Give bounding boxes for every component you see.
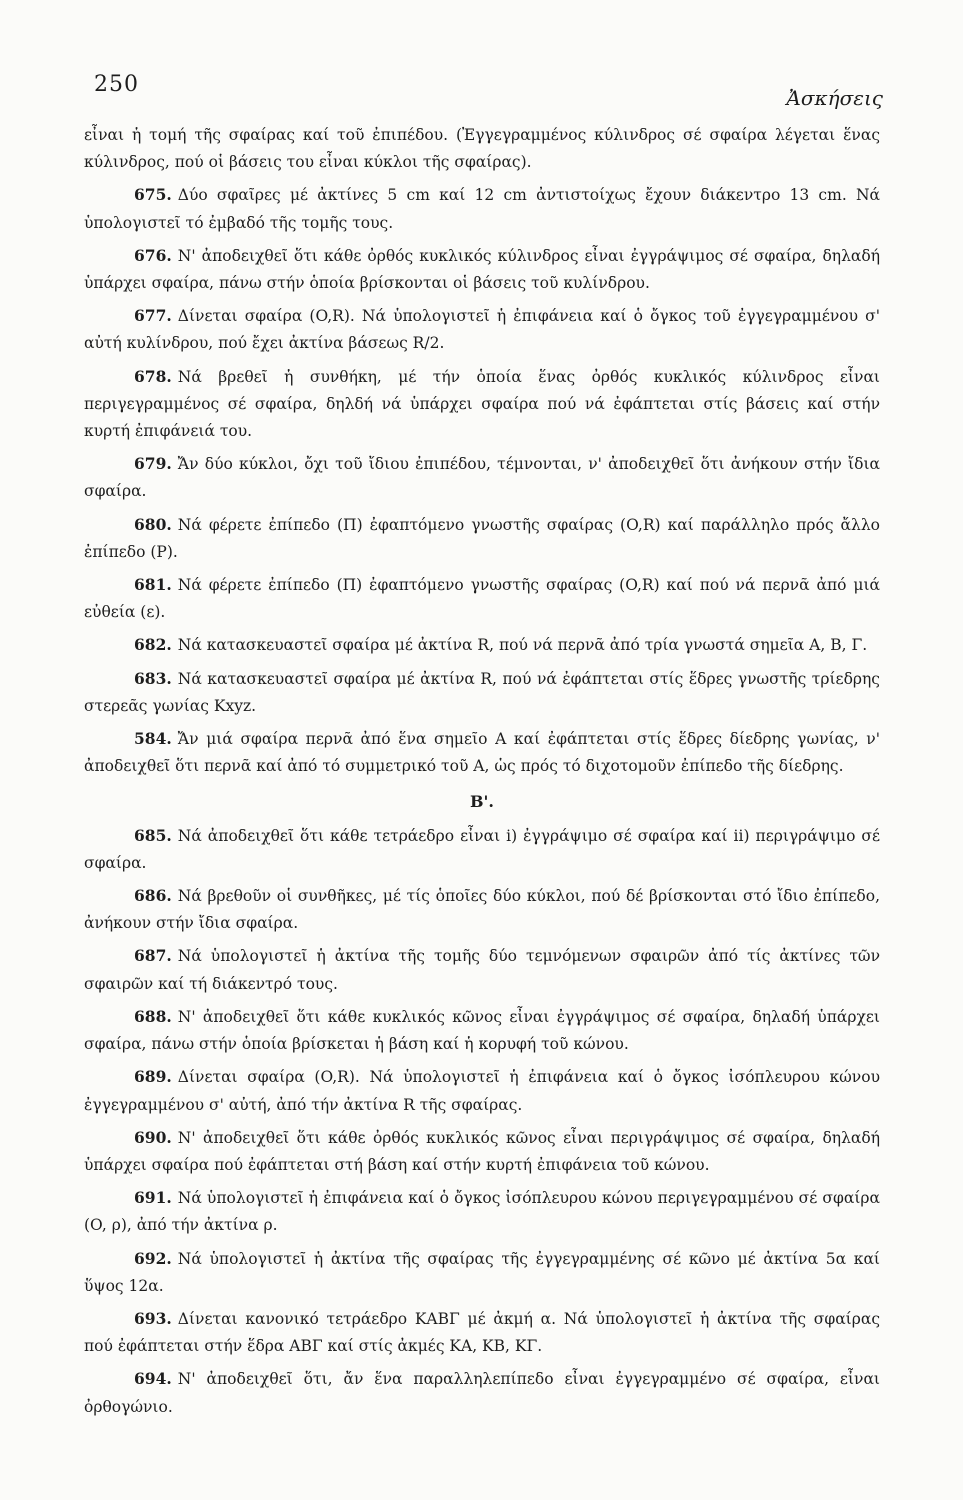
page-number: 250	[94, 72, 139, 97]
exercise	[84, 1124, 880, 1179]
exercise	[84, 450, 880, 505]
exercise-number: 692.	[134, 1248, 172, 1268]
exercise	[84, 822, 880, 877]
exercise-number: 690.	[134, 1127, 172, 1147]
exercise-text: Νά κατασκευαστεῖ σφαίρα μέ ἀκτίνα R, πού νά ἐφάπτεται στίς ἕδρες γνωστῆς τρίεδρης στερεᾶς γωνίας Kxyz.	[84, 669, 880, 715]
exercise	[84, 571, 880, 626]
exercise	[84, 942, 880, 997]
exercise-number: 681.	[134, 575, 172, 595]
exercise-text: Νά βρεθεῖ ἡ συνθήκη, μέ τήν ὁποία ἕνας ὀρθός κυκλικός κύλινδρος εἶναι περιγεγραμμένος σέ σφαίρα, δηλδή νά ὑπάρχει σφαίρα πού νά ἐφάπτεται στίς βάσεις καί στήν κυρτή ἐπιφάνειά του.	[84, 367, 880, 441]
exercise	[84, 1305, 880, 1360]
exercise	[84, 242, 880, 297]
exercise	[84, 725, 880, 780]
exercise-text: Νά φέρετε ἐπίπεδο (Π) ἐφαπτόμενο γνωστῆς σφαίρας (O,R) καί παράλληλο πρός ἄλλο ἐπίπεδο (P).	[84, 515, 880, 561]
exercise	[84, 302, 880, 357]
exercise-text: Ἄν μιά σφαίρα περνᾶ ἀπό ἕνα σημεῖο A καί ἐφάπτεται στίς ἕδρες δίεδρης γωνίας, ν' ἀποδειχθεῖ ὅτι περνᾶ καί ἀπό τό συμμετρικό τοῦ A, ὡς πρός τό διχοτομοῦν ἐπίπεδο τῆς δίεδρης.	[84, 730, 880, 776]
exercise	[84, 665, 880, 720]
exercise	[84, 1245, 880, 1300]
page-header	[94, 72, 883, 112]
exercise-text: Ν' ἀποδειχθεῖ ὅτι, ἄν ἕνα παραλληλεπίπεδο εἶναι ἐγγεγραμμένο σέ σφαίρα, εἶναι ὀρθογώνιο.	[84, 1370, 880, 1416]
exercise-text: Νά φέρετε ἐπίπεδο (Π) ἐφαπτόμενο γνωστῆς σφαίρας (O,R) καί πού νά περνᾶ ἀπό μιά εὐθεία (ε).	[84, 576, 880, 622]
intro-paragraph: εἶναι ἡ τομή τῆς σφαίρας καί τοῦ ἐπιπέδου. (Ἐγγεγραμμένος κύλινδρος σέ σφαίρα λέγεται ἕνας κύλινδρος, πού οἱ βάσεις του εἶναι κύκλοι τῆς σφαίρας).	[84, 126, 880, 172]
exercise-number: 676.	[134, 245, 172, 265]
page-body	[84, 122, 880, 1426]
exercise	[84, 1184, 880, 1239]
exercise-text: Νά βρεθοῦν οἱ συνθῆκες, μέ τίς ὁποῖες δύο κύκλοι, πού δέ βρίσκονται στό ἴδιο ἐπίπεδο, ἀνήκουν στήν ἴδια σφαίρα.	[84, 887, 880, 933]
exercise-list-a	[84, 181, 880, 780]
exercise-text: Νά ἀποδειχθεῖ ὅτι κάθε τετράεδρο εἶναι i) ἐγγράψιμο σέ σφαίρα καί ii) περιγράψιμο σέ σφαίρα.	[84, 826, 880, 872]
exercise	[84, 631, 880, 659]
exercise-number: 682.	[134, 635, 172, 655]
exercise-text: Ἄν δύο κύκλοι, ὄχι τοῦ ἴδιου ἐπιπέδου, τέμνονται, ν' ἀποδειχθεῖ ὅτι ἀνήκουν στήν ἴδια σφαίρα.	[84, 455, 880, 501]
running-head: Ἀσκήσεις	[786, 86, 883, 110]
exercise-number: 689.	[134, 1067, 172, 1087]
exercise-number: 686.	[134, 886, 172, 906]
exercise-text: Δύο σφαῖρες μέ ἀκτίνες 5 cm καί 12 cm ἀντιστοίχως ἔχουν διάκεντρο 13 cm. Νά ὑπολογιστεῖ τό ἐμβαδό τῆς τομῆς τους.	[84, 186, 880, 232]
exercise-number: 693.	[134, 1308, 172, 1328]
exercise-number: 675.	[134, 185, 172, 205]
exercise-text: Νά ὑπολογιστεῖ ἡ ἐπιφάνεια καί ὁ ὄγκος ἰσόπλευρου κώνου περιγεγραμμένου σέ σφαίρα (O, ρ), ἀπό τήν ἀκτίνα ρ.	[84, 1189, 880, 1235]
exercise-number: 685.	[134, 825, 172, 845]
exercise-number: 688.	[134, 1006, 172, 1026]
exercise-number: 677.	[134, 306, 172, 326]
exercise-text: Ν' ἀποδειχθεῖ ὅτι κάθε ὀρθός κυκλικός κῶνος εἶναι περιγράψιμος σέ σφαίρα, δηλαδή ὑπάρχει σφαίρα πού ἐφάπτεται στή βάση καί στήν κυρτή ἐπιφάνεια τοῦ κώνου.	[84, 1128, 880, 1174]
exercise	[84, 363, 880, 446]
exercise-text: Δίνεται σφαίρα (O,R). Νά ὑπολογιστεῖ ἡ ἐπιφάνεια καί ὁ ὄγκος ἰσόπλευρου κώνου ἐγγεγραμμένου σ' αὐτή, ἀπό τήν ἀκτίνα R τῆς σφαίρας.	[84, 1068, 880, 1114]
exercise-text: Δίνεται σφαίρα (O,R). Νά ὑπολογιστεῖ ἡ ἐπιφάνεια καί ὁ ὄγκος τοῦ ἐγγεγραμμένου σ' αὐτή κυλίνδρου, πού ἔχει ἀκτίνα βάσεως R/2.	[84, 307, 880, 353]
exercise-number: 680.	[134, 514, 172, 534]
exercise	[84, 882, 880, 937]
exercise-number: 683.	[134, 668, 172, 688]
exercise	[84, 181, 880, 236]
exercise-text: Νά ὑπολογιστεῖ ἡ ἀκτίνα τῆς σφαίρας τῆς ἐγγεγραμμένης σέ κῶνο μέ ἀκτίνα 5α καί ὕψος 12α.	[84, 1249, 880, 1295]
section-heading-b: B'.	[470, 792, 494, 812]
exercise-text: Ν' ἀποδειχθεῖ ὅτι κάθε κυκλικός κῶνος εἶναι ἐγγράψιμος σέ σφαίρα, δηλαδή ὑπάρχει σφαίρα, πάνω στήν ὁποία βρίσκεται ἡ βάση καί ἡ κορυφή τοῦ κώνου.	[84, 1007, 880, 1054]
exercise-number: 584.	[134, 729, 172, 749]
exercise-text: Ν' ἀποδειχθεῖ ὅτι κάθε ὀρθός κυκλικός κύλινδρος εἶναι ἐγγράψιμος σέ σφαίρα, δηλαδή ὑπάρχει σφαίρα, πάνω στήν ὁποία βρίσκονται οἱ βάσεις τοῦ κυλίνδρου.	[84, 246, 880, 293]
exercise-number: 687.	[134, 946, 172, 966]
exercise	[84, 511, 880, 566]
exercise	[84, 1003, 880, 1058]
exercise	[84, 1063, 880, 1118]
exercise-number: 679.	[134, 454, 172, 474]
exercise-number: 694.	[134, 1369, 172, 1389]
exercise-text: Δίνεται κανονικό τετράεδρο ΚΑΒΓ μέ ἀκμή α. Νά ὑπολογιστεῖ ἡ ἀκτίνα τῆς σφαίρας πού ἐφάπτεται στήν ἕδρα ΑΒΓ καί στίς ἀκμές ΚΑ, ΚΒ, ΚΓ.	[84, 1309, 880, 1356]
exercise-list-b	[84, 822, 880, 1421]
exercise	[84, 1365, 880, 1420]
exercise-number: 678.	[134, 366, 172, 386]
exercise-text: Νά ὑπολογιστεῖ ἡ ἀκτίνα τῆς τομῆς δύο τεμνόμενων σφαιρῶν ἀπό τίς ἀκτίνες τῶν σφαιρῶν καί τή διάκεντρό τους.	[84, 947, 880, 993]
exercise-text: Νά κατασκευαστεῖ σφαίρα μέ ἀκτίνα R, πού νά περνᾶ ἀπό τρία γνωστά σημεῖα A, B, Γ.	[177, 636, 868, 655]
exercise-number: 691.	[134, 1188, 172, 1208]
